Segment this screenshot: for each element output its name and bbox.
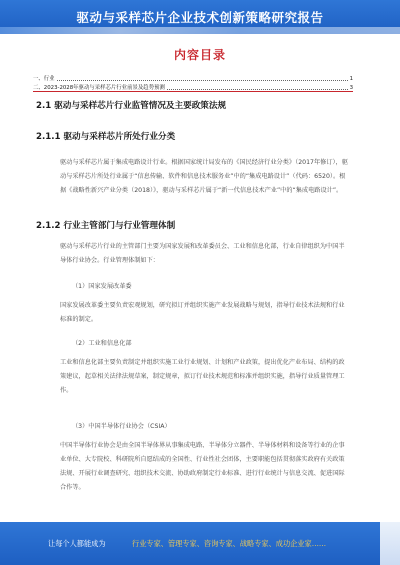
toc-dots xyxy=(57,80,348,81)
toc-dots xyxy=(167,89,348,90)
toc-entry[interactable] xyxy=(33,74,353,82)
footer-slogan: 让每个人都能成为 xyxy=(48,539,106,548)
list-item-text: 中国半导体行业协会是由全国半导体界从事集成电路、半导体分立器件、半导体材料和设备等行业的企事业单位、大专院校、科研院所自愿结成的全国性、行业性社会团体，主要职能包括贯彻落实政府有关政策法规、开展行业调查研究、组织技术交流、协助政府制定行业标准、进行行业统计与信息交流、促进国际合作等。 xyxy=(60,442,345,491)
list-item-title: （1）国家发展改革委 xyxy=(72,283,132,290)
toc-entry-page: 1 xyxy=(349,76,353,82)
header-decoration xyxy=(0,27,400,34)
toc-title: 内容目录 xyxy=(173,48,226,62)
report-title: 驱动与采样芯片企业技术创新策略研究报告 xyxy=(76,10,324,25)
toc-entry-label: 一、行业 xyxy=(33,76,55,82)
footer-decoration xyxy=(380,522,400,565)
list-item-title: （3）中国半导体行业协会（CSIA） xyxy=(72,423,171,430)
header-banner xyxy=(0,0,400,34)
section-heading: 2.1 驱动与采样芯片行业监管情况及主要政策法规 xyxy=(36,101,227,111)
list-item-title: （2）工业和信息化部 xyxy=(72,340,132,347)
paragraph: 驱动与采样芯片行业的主管部门主要为国家发展和改革委员会、工业和信息化部，行业自律组织为中国半导体行业协会。行业管理体制如下： xyxy=(60,243,345,264)
subsection-heading: 2.1.1 驱动与采样芯片所处行业分类 xyxy=(36,132,176,142)
list-item-text: 国家发展改革委主要负责宏观规划，研究拟订并组织实施产业发展战略与规划，指导行业技术法规和行业标准的制定。 xyxy=(60,302,345,323)
footer-slogan-highlight: 行业专家、管理专家、咨询专家、战略专家、成功企业家…… xyxy=(132,539,327,548)
footer-banner xyxy=(0,522,400,565)
toc-divider xyxy=(33,91,353,92)
list-item-text: 工业和信息化部主要负责制定并组织实施工业行业规划、计划和产业政策，提出优化产业布局、结构的政策建议，起草相关法律法规草案，制定规章，拟订行业技术规范和标准并组织实施，指导行业质量管理工作。 xyxy=(60,359,345,394)
toc-entry-page: 3 xyxy=(349,85,353,91)
subsection-heading: 2.1.2 行业主管部门与行业管理体制 xyxy=(36,221,176,231)
toc-entry-label: 二、2023-2028年驱动与采样芯片行业前景及趋势预测 xyxy=(33,85,165,91)
paragraph: 驱动与采样芯片属于集成电路设计行业。根据国家统计局发布的《国民经济行业分类》（2017年修订），驱动与采样芯片所处行业属于“信息传输、软件和信息技术服务业”中的“集成电路设计”（代码：6520）。根据《战略性新兴产业分类（2018）》，驱动与采样芯片属于“新一代信息技术产业”中的“集成电路设计”。 xyxy=(60,159,348,194)
toc-entry[interactable] xyxy=(33,83,353,91)
